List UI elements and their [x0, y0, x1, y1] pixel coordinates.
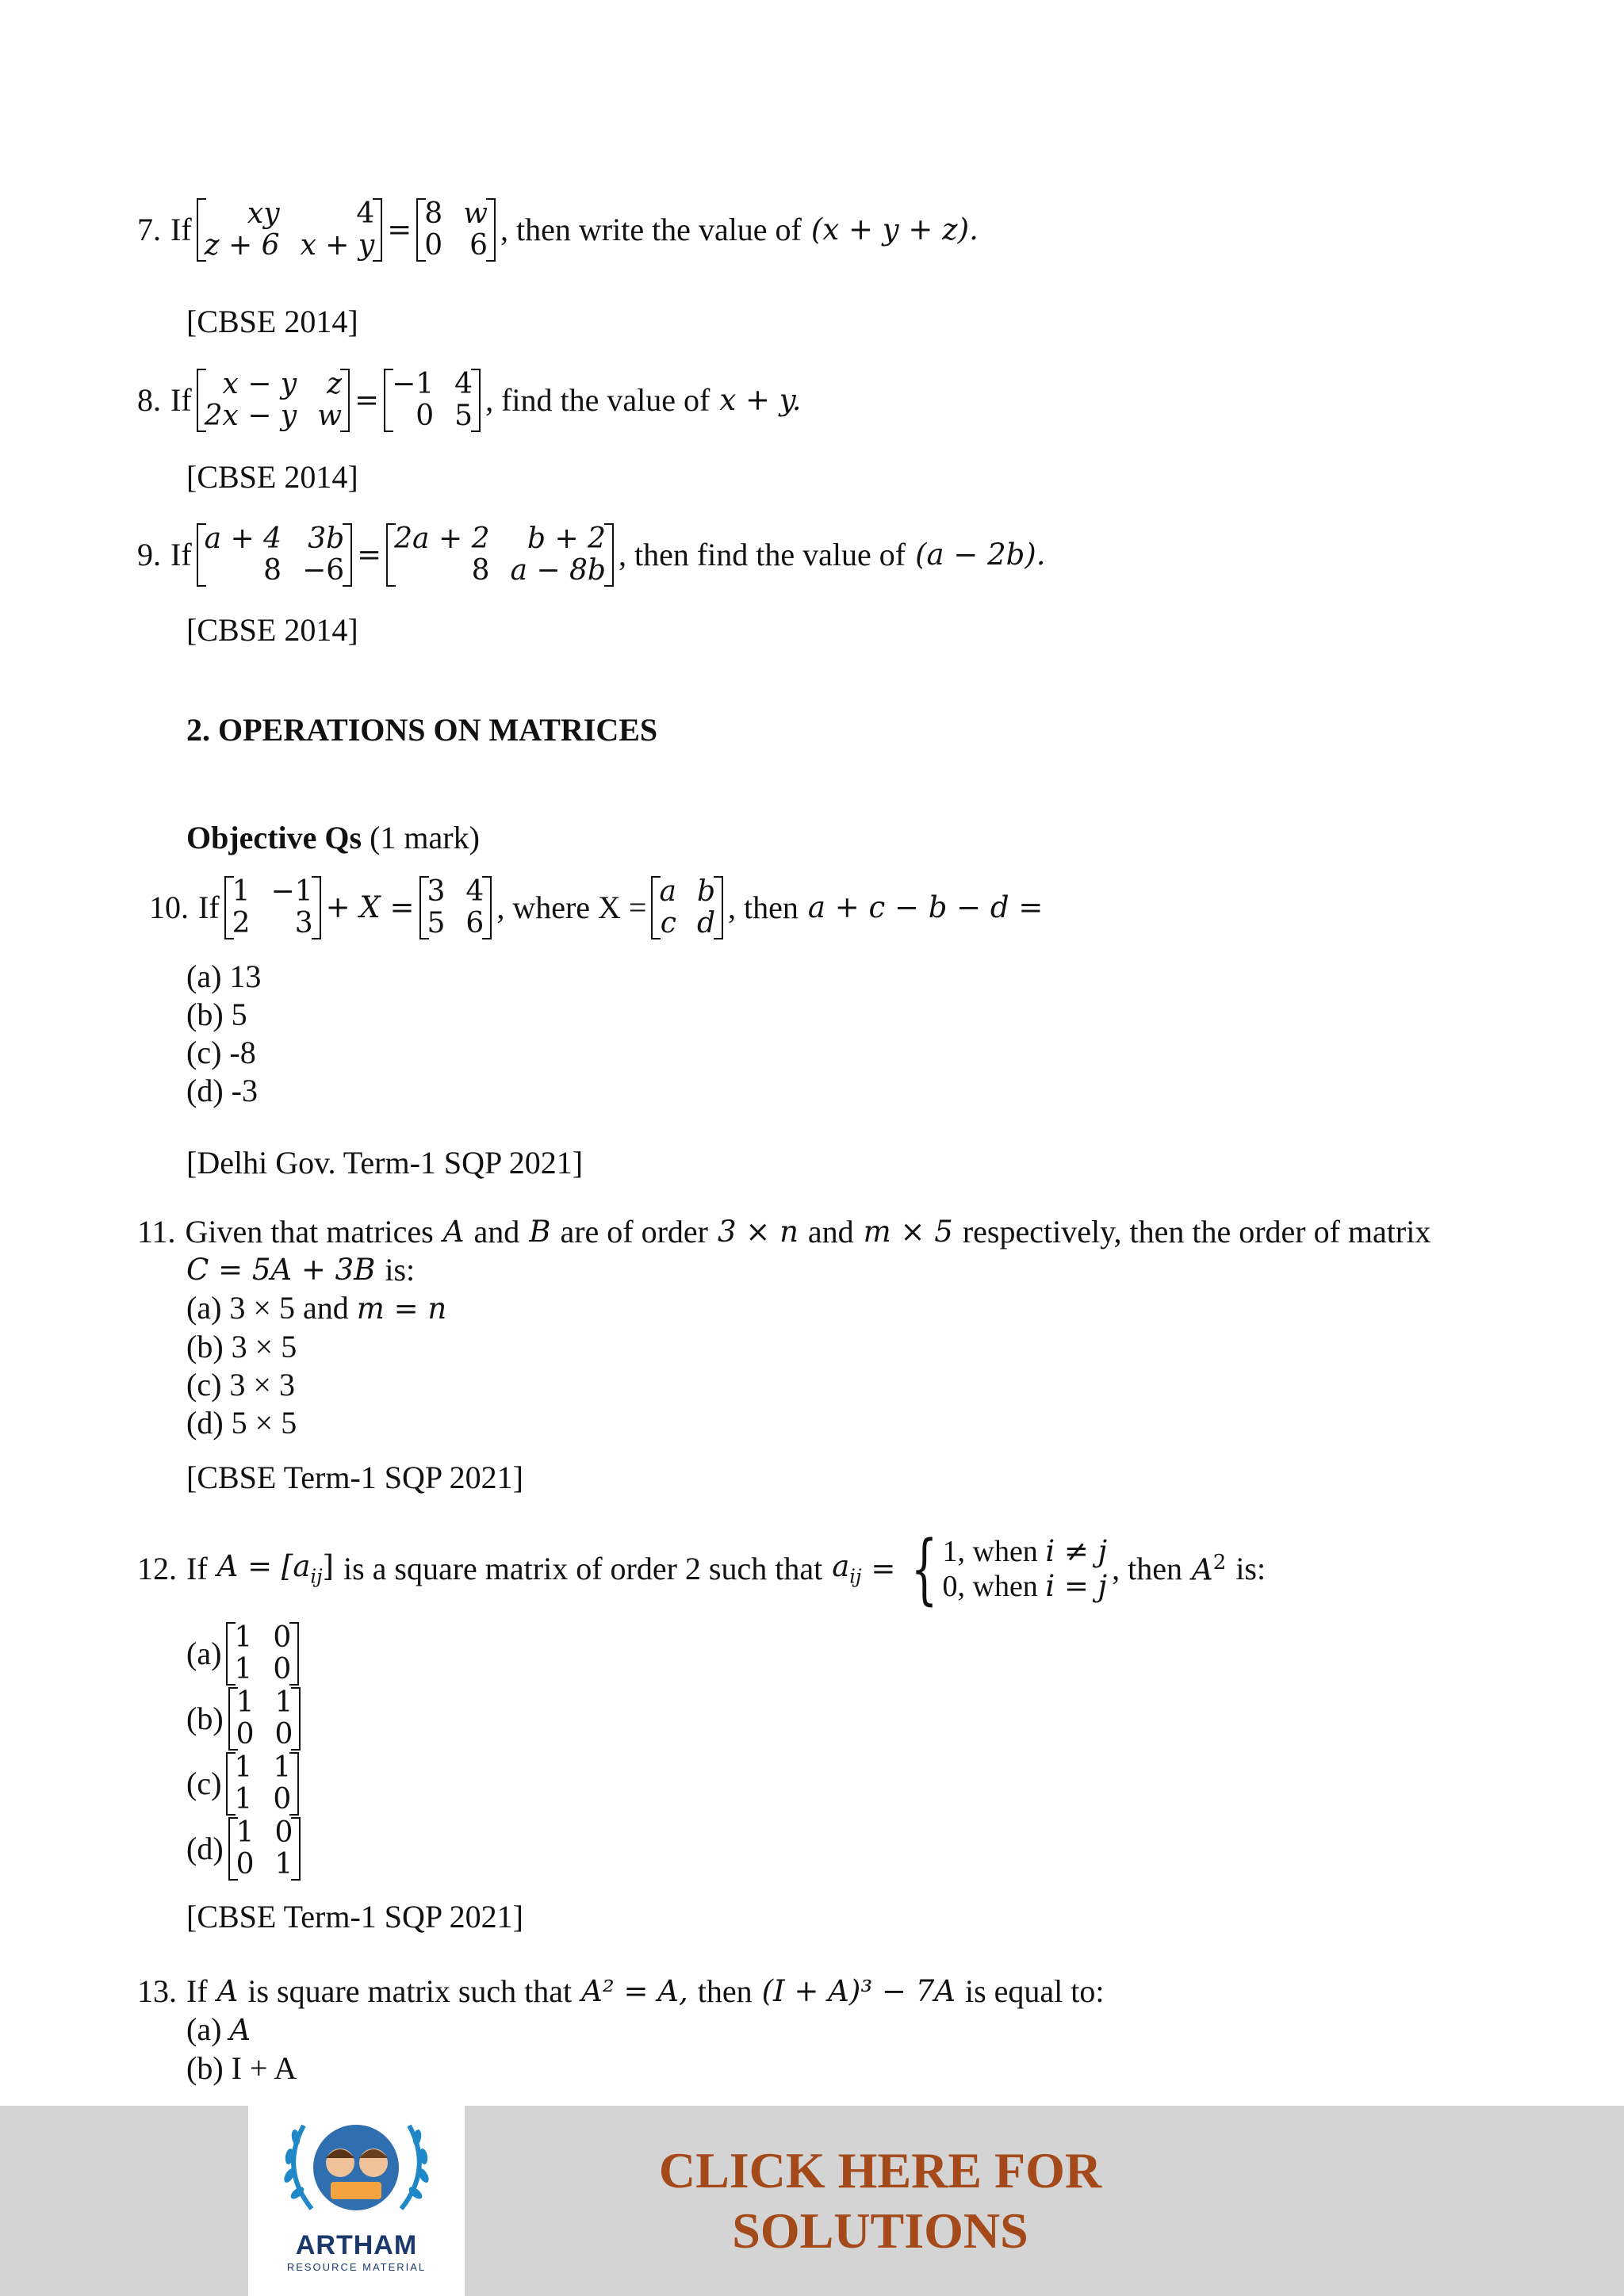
source-tag: [CBSE 2014] — [186, 459, 358, 495]
equals-sign: = — [387, 212, 412, 247]
where-text: , where X = — [496, 890, 647, 925]
question-9 — [137, 523, 1046, 587]
equals-sign: = — [357, 537, 382, 572]
matrix-lhs: xy 4 z + 6 x + y — [197, 198, 383, 262]
question-number: 9. — [137, 537, 161, 572]
source-tag: [Delhi Gov. Term-1 SQP 2021] — [186, 1145, 584, 1181]
option-c: (c) -8 — [186, 1035, 256, 1070]
question-8 — [137, 369, 801, 432]
text: is: — [385, 1252, 416, 1288]
option-d: (d) 5 × 5 — [186, 1405, 297, 1441]
question-7 — [137, 198, 979, 262]
matrix-2: 3 4 5 6 — [419, 876, 492, 939]
expression: (x + y + z). — [810, 212, 979, 247]
expression: (I + A)³ − 7A — [761, 1973, 956, 2008]
text: If — [186, 1973, 208, 2009]
matrix-1: 1 −1 2 3 — [224, 876, 321, 939]
question-11-line2 — [186, 1251, 415, 1289]
symbol-b: B — [529, 1214, 551, 1249]
matrix-a-def: $A = [a_{ij}]$ — [216, 1549, 334, 1588]
text: respectively, then the order of matrix — [962, 1214, 1431, 1249]
cta-line-1: CLICK HERE FOR — [658, 2142, 1102, 2198]
if-text: If — [170, 382, 192, 418]
matrix-option: 1 1 0 0 — [228, 1687, 301, 1751]
question-13 — [137, 1973, 1105, 2011]
subheading-marks: (1 mark) — [362, 820, 480, 855]
option-b: (b) 3 × 5 — [186, 1329, 297, 1364]
source-tag: [CBSE Term-1 SQP 2021] — [186, 1899, 523, 1934]
option-a: (a) A — [186, 2011, 251, 2047]
equals-sign: = — [354, 382, 380, 417]
question-text: , then find the value of — [618, 537, 906, 572]
matrix-rhs: 2a + 2 b + 2 8 a − 8b — [386, 523, 614, 587]
section-subheading — [186, 819, 480, 857]
question-11 — [137, 1213, 1431, 1251]
subheading-bold: Objective Qs — [186, 820, 362, 855]
brand-subtitle: RESOURCE MATERIAL — [286, 2261, 427, 2273]
text: and — [807, 1214, 854, 1249]
text: are of order — [560, 1214, 708, 1249]
cta-line-2: SOLUTIONS — [732, 2202, 1028, 2259]
equals-sign: = — [871, 1551, 896, 1586]
text: is: — [1235, 1551, 1266, 1586]
options-q11 — [186, 1289, 446, 1442]
if-text: If — [186, 1551, 208, 1586]
question-12 — [137, 1525, 1266, 1613]
expression: x + y. — [719, 382, 802, 417]
laurel-logo-icon — [248, 2106, 465, 2225]
order-b: m × 5 — [863, 1214, 953, 1249]
option-a: (a) 3 × 5 and m = n — [186, 1290, 447, 1326]
option-a: (a) 1 0 1 0 — [186, 1621, 305, 1686]
expression: (a − 2b). — [915, 537, 1046, 572]
matrix-x: a b c d — [651, 876, 723, 939]
option-d: (d) -3 — [186, 1073, 258, 1108]
text: is a square matrix of order 2 such that — [343, 1551, 823, 1586]
question-10 — [149, 876, 1043, 939]
option-c: (c) 3 × 3 — [186, 1367, 295, 1402]
then-text: , then — [1112, 1551, 1183, 1586]
matrix-rhs: −1 4 0 5 — [384, 369, 481, 432]
text: is equal to: — [964, 1973, 1105, 2009]
question-text: , find the value of — [485, 382, 710, 418]
question-number: 8. — [137, 382, 161, 418]
question-number: 12. — [137, 1551, 177, 1586]
question-number: 13. — [137, 1973, 177, 2009]
matrix-option: 1 0 0 1 — [228, 1817, 301, 1881]
matrix-lhs: a + 4 3b 8 −6 — [197, 523, 353, 587]
if-text: If — [170, 212, 192, 247]
options-q13 — [186, 2011, 297, 2087]
question-number: 7. — [137, 212, 161, 247]
option-b: (b) 1 1 0 0 — [186, 1686, 305, 1751]
option-a: (a) 13 — [186, 959, 262, 994]
option-d: (d) 1 0 0 1 — [186, 1816, 305, 1881]
question-number: 11. — [137, 1214, 176, 1249]
question-text: , then write the value of — [500, 212, 802, 247]
symbol-a: A — [216, 1973, 239, 2008]
symbol-a: A — [442, 1214, 465, 1249]
expression: a + c − b − d = — [807, 890, 1044, 924]
options-q10 — [186, 958, 261, 1110]
option-b: (b) I + A — [186, 2050, 297, 2086]
piecewise-definition: { 1, when i ≠ j 0, when i = j — [911, 1525, 1108, 1613]
aij: $a_{ij}$ — [832, 1549, 862, 1588]
question-number: 10. — [149, 890, 189, 925]
condition: A² = A, — [581, 1973, 688, 2008]
matrix-option: 1 0 1 0 — [226, 1622, 299, 1686]
text: then — [697, 1973, 753, 2009]
source-tag: [CBSE 2014] — [186, 612, 358, 648]
text: and — [473, 1214, 520, 1249]
if-text: If — [198, 890, 220, 925]
option-b: (b) 5 — [186, 997, 247, 1032]
matrix-rhs: 8 w 0 6 — [416, 198, 496, 262]
a-squared: $A^2$ — [1192, 1550, 1227, 1586]
source-tag: [CBSE 2014] — [186, 304, 358, 339]
if-text: If — [170, 537, 192, 572]
order-a: 3 × n — [718, 1214, 799, 1249]
source-tag: [CBSE Term-1 SQP 2021] — [186, 1460, 523, 1495]
brand-name: ARTHAM — [295, 2230, 418, 2260]
matrix-lhs: x − y z 2x − y w — [197, 369, 350, 432]
plus-x-equals: + X = — [325, 890, 415, 924]
text: is square matrix such that — [247, 1973, 573, 2009]
then-text: , then — [728, 890, 799, 925]
text: Given that matrices — [185, 1214, 434, 1249]
expression: C = 5A + 3B — [186, 1252, 376, 1287]
section-heading: 2. OPERATIONS ON MATRICES — [186, 712, 658, 748]
option-c: (c) 1 1 1 0 — [186, 1751, 305, 1816]
options-q12 — [186, 1621, 305, 1881]
solutions-link[interactable] — [603, 2141, 1158, 2261]
matrix-option: 1 1 1 0 — [226, 1752, 299, 1816]
